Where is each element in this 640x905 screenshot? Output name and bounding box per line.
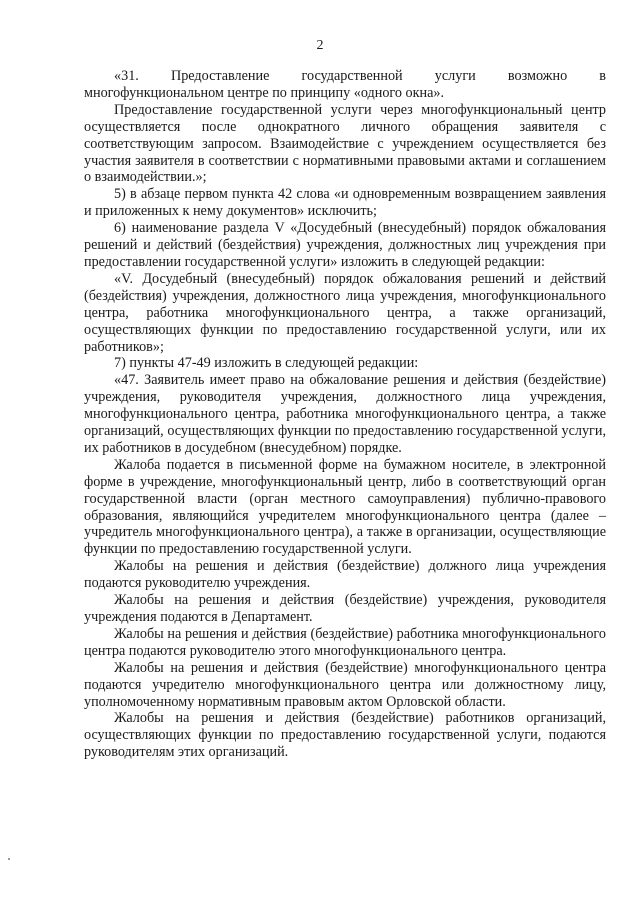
paragraph-complaint-official: Жалобы на решения и действия (бездействие) должного лица учреждения подаются руководителю учреждения. [84, 558, 606, 592]
paragraph-complaint-form: Жалоба подается в письменной форме на бумажном носителе, в электронной форме в учреждение, многофункциональный центр, либо в соответствующий орган государственной власти (орган местного самоуправления) публично-правового образования, являющийся учредителем многофункционального центра (далее – учредитель многофункционального центра), а также в организации, осуществляющие функции по предоставлению государственной услуги. [84, 456, 606, 558]
paragraph-complaint-organizations: Жалобы на решения и действия (бездействие) работников организаций, осуществляющих функции по предоставлению государственной услуги, подаются руководителям этих организаций. [84, 710, 606, 761]
page-number: 2 [316, 38, 324, 53]
paragraph-complaint-mfc: Жалобы на решения и действия (бездействие) многофункционального центра подаются учредителю многофункционального центра или должностному лицу, уполномоченному нормативным правовым актом Орловской области. [84, 659, 606, 710]
paragraph-section-v-title: «V. Досудебный (внесудебный) порядок обжалования решений и действий (бездействия) учреждения, должностного лица учреждения, многофункционального центра, работника многофункционального центра, а также организаций, осуществляющих функции по предоставлению государственной услуги, или их работников»; [84, 270, 606, 355]
paragraph-item-6: 6) наименование раздела V «Досудебный (внесудебный) порядок обжалования решений и действий (бездействия) учреждения, должностных лиц учреждения при предоставлении государственной услуги» изложить в следующей редакции: [84, 220, 606, 270]
paragraph-47: «47. Заявитель имеет право на обжалование решения и действия (бездействие) учреждения, руководителя учреждения, должностного лица учреждения, многофункционального центра, работника многофункционального центра, а также организаций, осуществляющих функции по предоставлению государственной услуги, их работников в досудебном (внесудебном) порядке. [84, 372, 606, 456]
document-body [84, 68, 606, 761]
paragraph-mfc-provision: Предоставление государственной услуги через многофункциональный центр осуществляется после однократного личного обращения заявителя с соответствующим запросом. Взаимодействие с учреждением осуществляется без участия заявителя в соответствии с нормативными правовыми актами и соглашением о взаимодействии.»; [84, 101, 606, 186]
paragraph-31: «31. Предоставление государственной услуги возможно в многофункциональном центре по принципу «одного окна». [84, 68, 606, 101]
scan-artifact [8, 858, 10, 860]
paragraph-complaint-mfc-worker: Жалобы на решения и действия (бездействие) работника многофункционального центра подаются руководителю этого многофункционального центра. [84, 625, 606, 659]
paragraph-item-5: 5) в абзаце первом пункта 42 слова «и одновременным возвращением заявления и приложенных к нему документов» исключить; [84, 186, 606, 220]
paragraph-item-7: 7) пункты 47-49 изложить в следующей редакции: [114, 355, 419, 372]
paragraph-complaint-department: Жалобы на решения и действия (бездействие) учреждения, руководителя учреждения подаются в Департамент. [84, 592, 606, 625]
